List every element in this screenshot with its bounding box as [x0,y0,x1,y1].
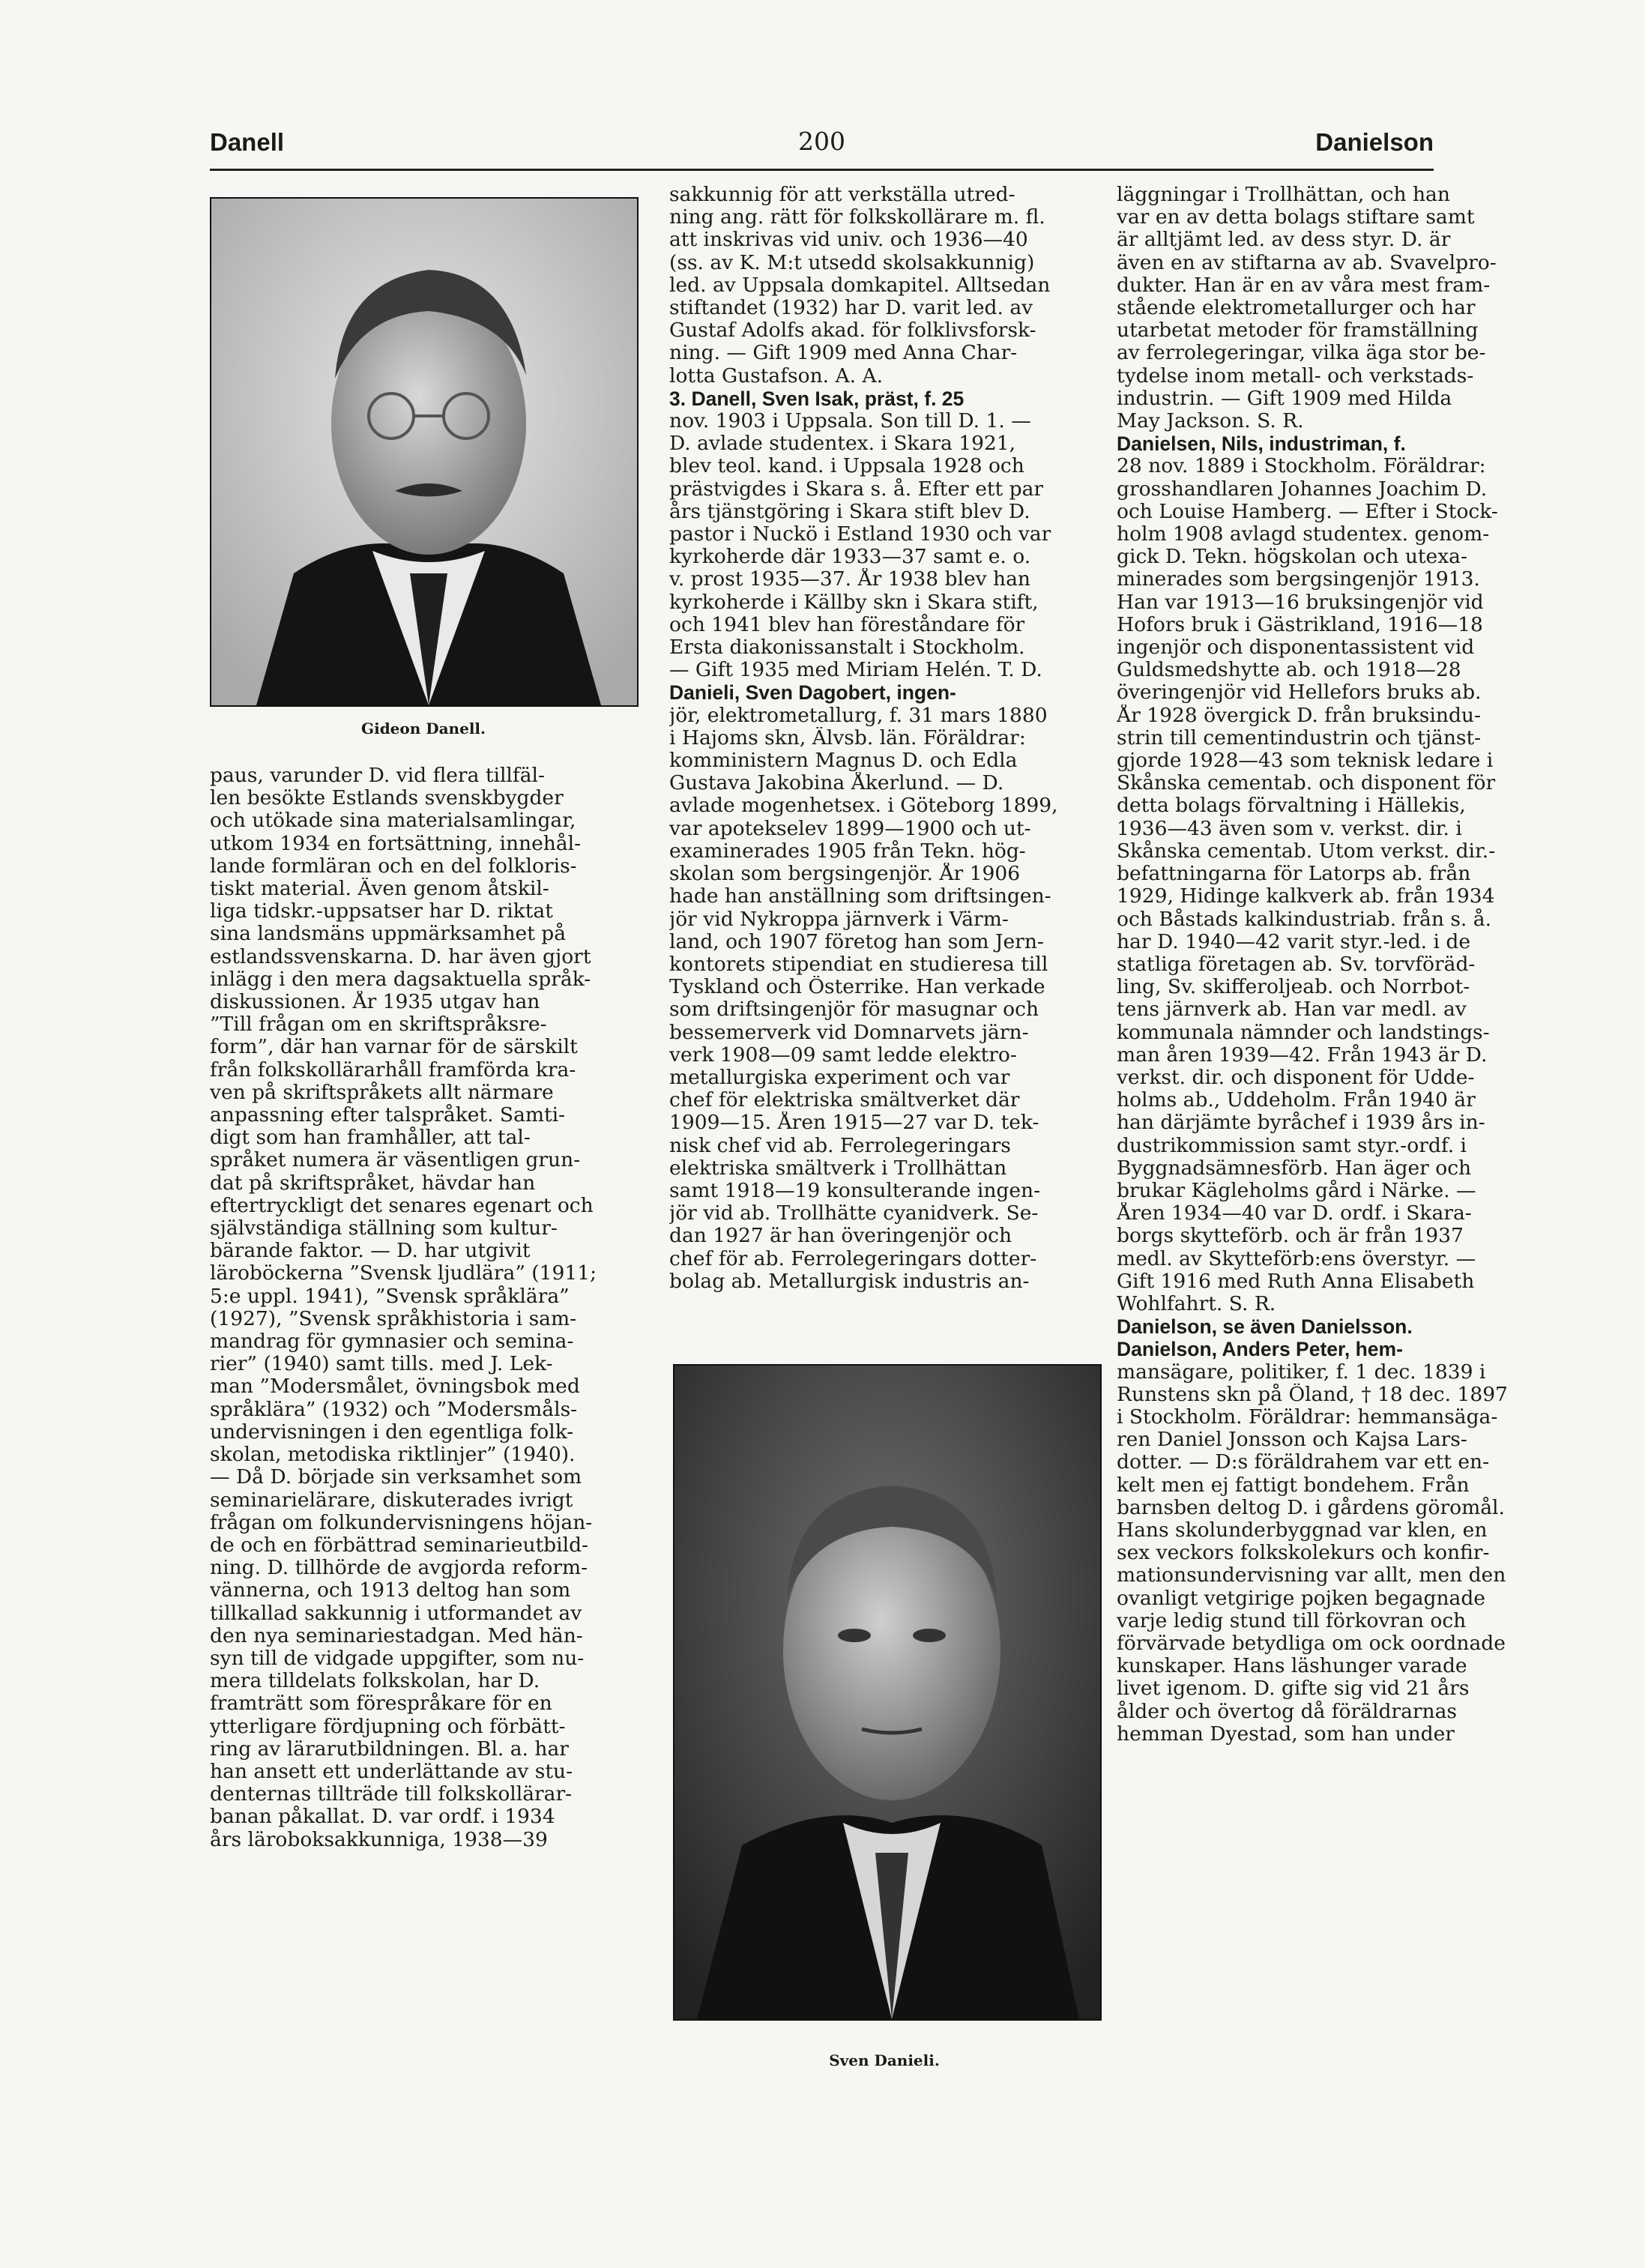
text-line: framträtt som förespråkare för en [210,1692,552,1716]
text-line: minerades som bergsingenjör 1913. [1117,568,1480,591]
text-line: diskussionen. År 1935 utgav han [210,991,540,1014]
text-line: verkst. dir. och disponent för Udde- [1117,1066,1475,1089]
text-line: Runstens skn på Öland, † 18 dec. 1897 [1117,1383,1508,1406]
text-line: dan 1927 är han överingenjör och [669,1225,1012,1248]
text-line: är alltjämt led. av dess styr. D. är [1117,229,1451,252]
text-line: mera tilldelats folkskolan, har D. [210,1670,540,1693]
text-line: hade han anställning som driftsingen- [669,885,1051,908]
text-line: estlandssvenskarna. D. har även gjort [210,945,591,968]
text-line: ren Daniel Jonsson och Kajsa Lars- [1117,1429,1467,1452]
text-line: 1909—15. Åren 1915—27 var D. tek- [669,1112,1039,1135]
text-line: tiskt material. Även genom åtskil- [210,878,549,901]
text-line: vännerna, och 1913 deltog han som [210,1579,571,1602]
cross-reference-danielson: Danielson, se även Danielsson. [1117,1315,1413,1339]
text-line: prästvigdes i Skara s. å. Efter ett par [669,477,1044,501]
text-line: läggningar i Trollhättan, och han [1117,184,1450,206]
text-line: kommunala nämnder och landstings- [1117,1021,1490,1044]
text-line: led. av Uppsala domkapitel. Alltsedan [669,274,1051,297]
text-line: ning ang. rätt för folkskollärare m. fl. [669,206,1045,229]
text-line: var apotekselev 1899—1900 och ut- [669,817,1031,840]
page-number: 200 [798,127,845,156]
text-line: dukter. Han är en av våra mest fram- [1117,274,1491,297]
text-line: chef för elektriska smältverket där [669,1089,1020,1112]
text-line: livet igenom. D. gifte sig vid 21 års [1117,1677,1470,1701]
text-line: språket numera är väsentligen grun- [210,1149,581,1172]
text-line: gjorde 1928—43 som teknisk ledare i [1117,750,1494,773]
portrait-photo-sven-danieli [673,1364,1102,2021]
text-line: ovanligt vetgirige pojken begagnade [1117,1587,1485,1610]
text-line: Byggnadsämnesförb. Han äger och [1117,1156,1472,1180]
text-line: överingenjör vid Hellefors bruks ab. [1117,681,1482,705]
text-line: sina landsmäns uppmärksamhet på [210,923,567,946]
text-line: gick D. Tekn. högskolan och utexa- [1117,546,1467,569]
text-line: anpassning efter talspråket. Samti- [210,1104,566,1127]
text-line: industrin. — Gift 1909 med Hilda [1117,387,1452,410]
text-line: komministern Magnus D. och Edla [669,750,1018,773]
text-column-1 [210,764,647,1851]
text-line: (ss. av K. M:t utsedd skolsakkunnig) [669,251,1035,274]
text-line: verk 1908—09 samt ledde elektro- [669,1043,1017,1067]
text-line: utarbetat metoder för framställning [1117,319,1479,343]
text-line: jör, elektrometallurg, f. 31 mars 1880 [669,704,1048,727]
text-line: bessemerverk vid Domnarvets järn- [669,1021,1029,1044]
text-line: och Louise Hamberg. — Efter i Stock- [1117,500,1498,523]
text-line: grosshandlaren Johannes Joachim D. [1117,477,1488,501]
text-line: skolan, metodiska riktlinjer” (1940). [210,1444,576,1467]
text-line: 5:e uppl. 1941), ”Svensk språklära” [210,1285,570,1308]
text-line: ytterligare fördjupning och förbätt- [210,1715,566,1738]
text-line: och utökade sina materialsamlingar, [210,809,576,833]
text-line: nisk chef vid ab. Ferrolegeringars [669,1134,1011,1157]
text-line: 1936—43 även som v. verkst. dir. i [1117,817,1462,840]
text-line: självständiga ställning som kultur- [210,1217,558,1240]
text-line: dat på skriftspråket, hävdar han [210,1171,536,1195]
text-line: tens järnverk ab. Han var medl. av [1117,998,1467,1022]
text-line: den nya seminariestadgan. Med hän- [210,1624,583,1647]
text-line: och Båstads kalkindustriab. från s. å. [1117,908,1491,931]
text-line: statliga företagen ab. Sv. torvföräd- [1117,953,1476,976]
text-line: form”, där han varnar för de särskilt [210,1036,578,1059]
text-line: 28 nov. 1889 i Stockholm. Föräldrar: [1117,455,1486,478]
text-line: Hans skolunderbyggnad var klen, en [1117,1518,1488,1542]
text-line: rier” (1940) samt tills. med J. Lek- [210,1353,553,1376]
text-line: ning. — Gift 1909 med Anna Char- [669,342,1018,365]
text-line: strin till cementindustrin och tjänst- [1117,726,1482,750]
text-column-2 [669,184,1106,1293]
text-line: att inskrivas vid univ. och 1936—40 [669,229,1028,252]
text-line: kunskaper. Hans läshunger varade [1117,1655,1467,1678]
text-line: examinerades 1905 från Tekn. hög- [669,839,1026,863]
text-line: ingenjör och disponentassistent vid [1117,636,1475,660]
text-line: man ”Modersmålet, övningsbok med [210,1375,580,1399]
text-line: brukar Kägleholms gård i Närke. — [1117,1179,1476,1202]
text-line: land, och 1907 företog han som Jern- [669,930,1044,953]
text-line: sex veckors folkskolekurs och konfir- [1117,1542,1490,1565]
text-line: May Jackson. S. R. [1117,410,1304,433]
text-line: dotter. — D:s föräldrahem var ett en- [1117,1451,1490,1474]
text-line: Ersta diakonissanstalt i Stockholm. [669,636,1025,660]
text-line: i Hajoms skn, Älvsb. län. Föräldrar: [669,726,1026,750]
text-line: liga tidskr.-uppsatser har D. riktat [210,900,553,923]
text-line: ”Till frågan om en skriftspråksre- [210,1013,547,1037]
entry-heading-anders-peter-danielson: Danielson, Anders Peter, hem- [1117,1338,1403,1361]
text-line: borgs skytteförb. och är från 1937 [1117,1225,1464,1248]
text-line: mandrag för gymnasier och semina- [210,1330,574,1354]
text-line: han ansett ett underlättande av stu- [210,1760,573,1783]
text-line: samt 1918—19 konsulterande ingen- [669,1179,1041,1202]
text-column-3 [1117,184,1566,1746]
text-line: (1927), ”Svensk språkhistoria i sam- [210,1307,577,1330]
text-line: — Gift 1935 med Miriam Helén. T. D. [669,659,1042,682]
text-line: Åren 1934—40 var D. ordf. i Skara- [1117,1202,1472,1225]
text-line: dustrikommission samt styr.-ordf. i [1117,1134,1467,1157]
text-line: Gustaf Adolfs akad. för folklivsforsk- [669,319,1036,343]
text-line: språklära” (1932) och ”Modersmåls- [210,1398,578,1421]
text-line: digt som han framhåller, att tal- [210,1127,531,1150]
text-line: lande formläran och en del folkloris- [210,854,577,878]
text-line: nov. 1903 i Uppsala. Son till D. 1. — [669,410,1031,433]
text-line: ring av lärarutbildningen. Bl. a. har [210,1737,569,1761]
text-line: kelt men ej fattigt bondehem. Från [1117,1474,1470,1497]
text-line: befattningarna för Latorps ab. från [1117,863,1471,886]
text-line: års tjänstgöring i Skara stift blev D. [669,500,1030,523]
text-line: av ferrolegeringar, vilka äga stor be- [1117,342,1486,365]
text-line: elektriska smältverk i Trollhättan [669,1156,1007,1180]
text-line: v. prost 1935—37. År 1938 blev han [669,568,1030,591]
text-line: holms ab., Uddeholm. Från 1940 är [1117,1089,1476,1112]
text-line: bärande faktor. — D. har utgivit [210,1240,531,1263]
text-line: tillkallad sakkunnig i utformandet av [210,1602,582,1625]
text-line: jör vid ab. Trollhätte cyanidverk. Se- [669,1202,1039,1225]
text-line: från folkskollärarhåll framförda kra- [210,1058,576,1082]
text-line: Guldsmedshytte ab. och 1918—28 [1117,659,1461,682]
text-line: blev teol. kand. i Uppsala 1928 och [669,455,1024,478]
text-line: frågan om folkundervisningens höjan- [210,1511,593,1534]
portrait-photo-gideon-danell [210,197,639,707]
text-line: seminarielärare, diskuterades ivrigt [210,1489,573,1512]
text-line: sakkunnig för att verkställa utred- [669,184,1015,206]
text-line: undervisningen i den egentliga folk- [210,1420,574,1444]
text-line: lotta Gustafson. A. A. [669,364,884,387]
photo-caption-sven: Sven Danieli. [829,2051,940,2069]
entry-heading-sven-danieli: Danieli, Sven Dagobert, ingen- [669,681,956,705]
text-line: i Stockholm. Föräldrar: hemmansäga- [1117,1405,1498,1429]
photo-caption-gideon: Gideon Danell. [361,720,486,738]
text-line: även en av stiftarna av ab. Svavelpro- [1117,251,1497,274]
text-line: kyrkoherde där 1933—37 samt e. o. [669,546,1031,569]
text-line: Gustava Jakobina Åkerlund. — D. [669,772,1004,795]
text-line: metallurgiska experiment och var [669,1066,1010,1089]
text-line: Wohlfahrt. S. R. [1117,1292,1276,1315]
text-line: hemman Dyestad, som han under [1117,1722,1455,1746]
text-line: inlägg i den mera dagsaktuella språk- [210,968,591,991]
text-line: Skånska cementab. och disponent för [1117,772,1496,795]
text-line: — Då D. började sin verksamhet som [210,1466,582,1489]
portrait-gideon-image [211,199,637,705]
text-line: förvärvade betydliga om ock oordnade [1117,1632,1506,1655]
text-line: jör vid Nykroppa järnverk i Värm- [669,908,1009,931]
text-line: len besökte Estlands svenskbygder [210,787,564,810]
text-line: holm 1908 avlagd studentex. genom- [1117,523,1490,546]
text-line: chef för ab. Ferrolegeringars dotter- [669,1247,1037,1270]
text-line: stående elektrometallurger och har [1117,297,1476,320]
text-line: han därjämte byråchef i 1939 års in- [1117,1112,1485,1135]
text-line: avlade mogenhetsex. i Göteborg 1899, [669,794,1058,818]
text-line: läroböckerna ”Svensk ljudlära” (1911; [210,1262,597,1285]
text-line: banan påkallat. D. var ordf. i 1934 [210,1806,555,1829]
text-line: som driftsingenjör för masugnar och [669,998,1039,1022]
text-line: Gift 1916 med Ruth Anna Elisabeth [1117,1270,1475,1293]
text-line: Hofors bruk i Gästrikland, 1916—18 [1117,613,1483,636]
text-line: års läroboksakkunniga, 1938—39 [210,1828,548,1851]
text-line: detta bolags förvaltning i Hällekis, [1117,794,1466,818]
text-line: 1929, Hidinge kalkverk ab. från 1934 [1117,885,1495,908]
text-line: mansägare, politiker, f. 1 dec. 1839 i [1117,1360,1486,1384]
text-line: kyrkoherde i Källby skn i Skara stift, [669,591,1039,614]
text-line: skolan som bergsingenjör. År 1906 [669,863,1021,886]
text-line: syn till de vidgade uppgifter, som nu- [210,1647,585,1670]
text-line: barnsben deltog D. i gårdens göromål. [1117,1496,1505,1519]
text-line: stiftandet (1932) har D. varit led. av [669,297,1033,320]
text-line: ning. D. tillhörde de avgjorda reform- [210,1557,588,1580]
text-line: har D. 1940—42 varit styr.-led. i de [1117,930,1471,953]
text-line: Tyskland och Österrike. Han verkade [669,976,1045,999]
text-line: bolag ab. Metallurgisk industris an- [669,1270,1030,1293]
text-line: D. avlade studentex. i Skara 1921, [669,432,1016,456]
text-line: ålder och övertog då föräldrarnas [1117,1700,1458,1723]
text-line: man åren 1939—42. Från 1943 är D. [1117,1043,1488,1067]
text-line: År 1928 övergick D. från bruksindu- [1117,704,1481,727]
text-line: ven på skriftspråkets allt närmare [210,1081,554,1104]
header-right-name: Danielson [1315,128,1434,156]
text-line: denternas tillträde till folkskollärar- [210,1783,573,1806]
running-header [210,124,1434,171]
text-line: varje ledig stund till förkovran och [1117,1609,1467,1632]
text-line: eftertryckligt det senares egenart och [210,1194,594,1217]
portrait-sven-image [674,1366,1100,2019]
text-line: pastor i Nuckö i Estland 1930 och var [669,523,1051,546]
text-line: och 1941 blev han föreståndare för [669,613,1025,636]
header-left-name: Danell [210,128,285,156]
text-line: ling, Sv. skifferoljeab. och Norrbot- [1117,976,1470,999]
text-line: utkom 1934 en fortsättning, innehål- [210,832,582,855]
text-line: var en av detta bolags stiftare samt [1117,206,1475,229]
text-line: paus, varunder D. vid flera tillfäl- [210,764,545,787]
text-line: de och en förbättrad seminarieutbild- [210,1533,589,1557]
text-line: Han var 1913—16 bruksingenjör vid [1117,591,1484,614]
text-line: medl. av Skytteförb:ens överstyr. — [1117,1247,1476,1270]
text-line: Skånska cementab. Utom verkst. dir.- [1117,839,1496,863]
text-line: kontorets stipendiat en studieresa till [669,953,1048,976]
entry-heading-sven-isak-danell: 3. Danell, Sven Isak, präst, f. 25 [669,387,965,410]
text-line: tydelse inom metall- och verkstads- [1117,364,1474,387]
entry-heading-nils-danielsen: Danielsen, Nils, industriman, f. [1117,432,1406,456]
text-line: mationsundervisning var allt, men den [1117,1564,1506,1587]
